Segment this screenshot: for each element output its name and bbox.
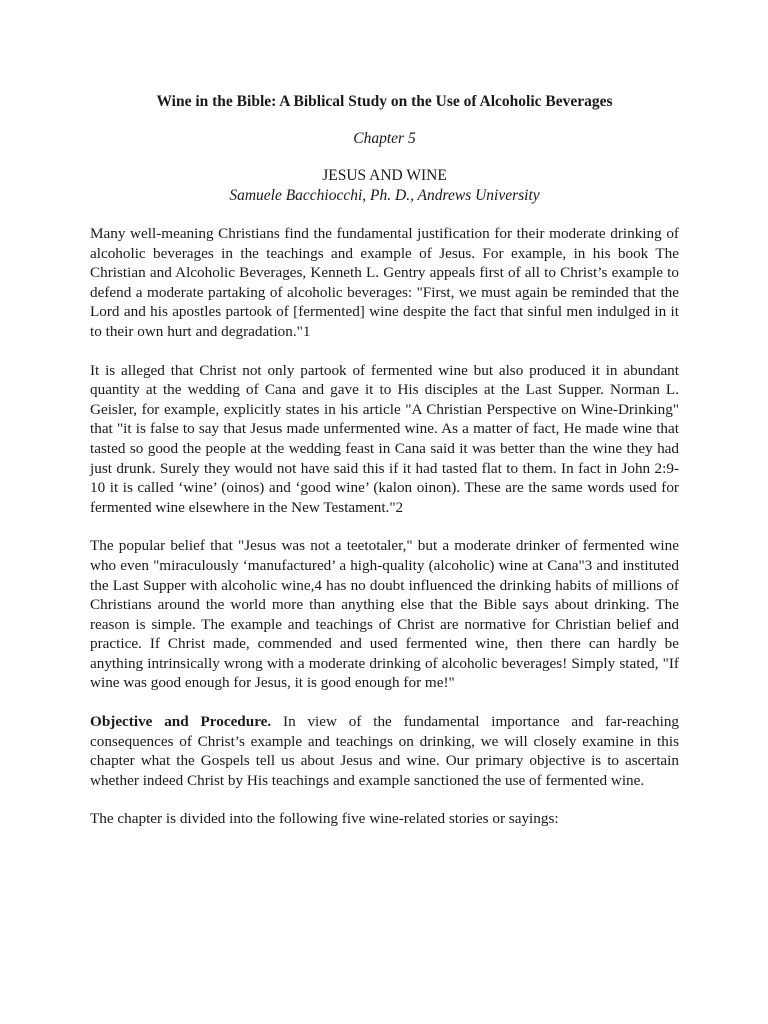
document-page [90,92,679,829]
paragraph-objective [90,712,679,790]
paragraph-alleged: It is alleged that Christ not only partook of fermented wine but also produced it in abundant quantity at the wedding of Cana and gave it to His disciples at the Last Supper. Norman L. Geisler, for example, explicitly states in his article "A Christian Perspective on Wine-Drinking" that "it is false to say that Jesus made unfermented wine. As a matter of fact, He made wine that tasted so good the people at the wedding feast in Cana said it was better than the wine they had just drunk. Surely they would not have said this if it had tasted flat to them. In fact in John 2:9-10 it is called ‘wine’ (oinos) and ‘good wine’ (kalon oinon). These are the same words used for fermented wine elsewhere in the New Testament."2 [90,361,679,516]
paragraph-division: The chapter is divided into the following five wine-related stories or sayings: [90,810,559,828]
chapter-title: JESUS AND WINE [322,167,447,184]
paragraph-intro: Many well-meaning Christians find the fundamental justification for their moderate drinking of alcoholic beverages in the teachings and example of Jesus. For example, in his book The Christian and Alcoholic Beverages, Kenneth L. Gentry appeals first of all to Christ’s example to defend a moderate partaking of alcoholic beverages: "First, we must again be reminded that the Lord and his apostles partook of [fermented] wine despite the fact that sinful men indulged in it to their own hurt and degradation."1 [90,225,679,340]
objective-body: In view of the fundamental importance and far-reaching consequences of Christ’s example and teachings on drinking, we will closely examine in this chapter what the Gospels tell us about Jesus and wine. Our primary objective is to ascertain whether indeed Christ by His teachings and example sanctioned the use of fermented wine. [90,713,680,789]
chapter-label: Chapter 5 [353,130,416,147]
paragraph-popular-belief: The popular belief that "Jesus was not a teetotaler," but a moderate drinker of fermented wine who even "miraculously ‘manufactured’ a high-quality (alcoholic) wine at Cana"3 and instituted the Last Supper with alcoholic wine,4 has no doubt influenced the drinking habits of millions of Christians around the world more than anything else that the Bible says about drinking. The reason is simple. The example and teachings of Christ are normative for Christian belief and practice. If Christ made, commended and used fermented wine, then there can hardly be anything intrinsically wrong with a moderate drinking of alcoholic beverages! Simply stated, "If wine was good enough for Jesus, it is good enough for me!" [90,537,679,692]
document-title: Wine in the Bible: A Biblical Study on the Use of Alcoholic Beverages [156,93,613,110]
objective-heading: Objective and Procedure. [90,713,272,731]
author-line: Samuele Bacchiocchi, Ph. D., Andrews University [229,187,540,204]
